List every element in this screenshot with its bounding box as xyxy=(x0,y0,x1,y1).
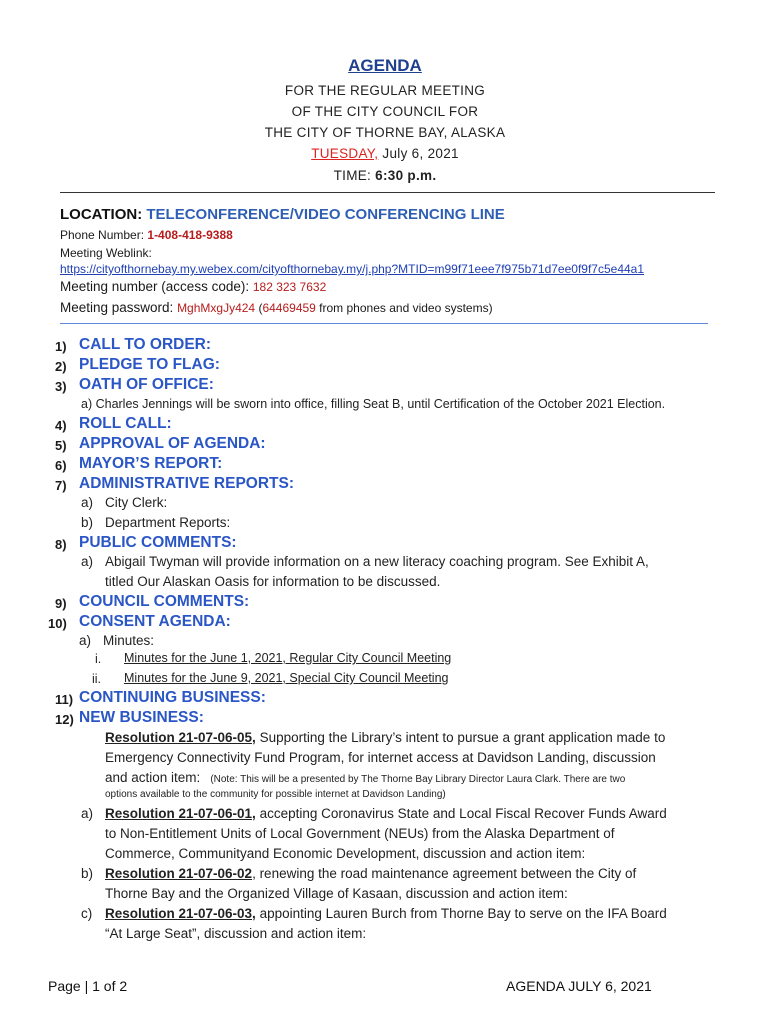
password-value: MghMxgJy424 xyxy=(177,301,256,315)
department-reports-item: Department Reports: xyxy=(105,515,231,530)
minutes-june-9[interactable]: Minutes for the June 9, 2021, Special City Council Meeting xyxy=(124,671,449,685)
resolution-05-note-2: options available to the community for possible internet at Davidson Landing) xyxy=(105,789,446,800)
password-note: from phones and video systems) xyxy=(315,301,493,315)
resolution-05-title: Resolution 21-07-06-05, xyxy=(105,730,256,745)
meeting-time xyxy=(0,168,770,183)
location-line xyxy=(60,206,505,223)
password-numeric: 64469459 xyxy=(262,301,316,315)
resolution-01-line-1: accepting Coronavirus State and Local Fiscal Recover Funds Award xyxy=(255,806,667,821)
resolution-05-line-3: and action item: xyxy=(105,770,201,785)
phone-value: 1-408-418-9388 xyxy=(147,228,233,242)
phone-label: Phone Number: xyxy=(60,228,148,242)
minutes-label: Minutes: xyxy=(103,633,155,648)
access-code-line xyxy=(60,279,326,294)
time-label: TIME: xyxy=(333,168,376,183)
password-label: Meeting password: xyxy=(60,300,178,315)
phone-line xyxy=(60,228,233,242)
resolution-01-line-3: Commerce, Communityand Economic Development, discussion and action item: xyxy=(105,846,586,861)
resolution-05-line-1: Supporting the Library’s intent to pursue a grant application made to xyxy=(255,730,666,745)
resolution-03-title: Resolution 21-07-06-03, xyxy=(105,906,256,921)
item-heading-roll-call: ROLL CALL: xyxy=(79,415,172,432)
item-number-2: 2) xyxy=(55,359,67,374)
item-heading-oath: OATH OF OFFICE: xyxy=(79,376,214,393)
resolution-05-line-3-wrap xyxy=(105,770,625,785)
item-heading-pledge: PLEDGE TO FLAG: xyxy=(79,356,220,373)
resolution-02-line-2: Thorne Bay and the Organized Village of Kasaan, discussion and action item: xyxy=(105,886,568,901)
weblink-url[interactable]: https://cityofthornebay.my.webex.com/cityofthornebay.my/j.php?MTID=m99f71eee7f975b71d7ee0f9f7c5e44a1 xyxy=(60,262,645,276)
location-label: LOCATION: xyxy=(60,206,147,223)
item-heading-call-to-order: CALL TO ORDER: xyxy=(79,336,212,353)
roman-ii: ii. xyxy=(92,672,102,686)
item-heading-council-comments: COUNCIL COMMENTS: xyxy=(79,593,250,610)
sub-label-10a: a) xyxy=(79,633,92,648)
resolution-03-line-2: “At Large Seat”, discussion and action item: xyxy=(105,926,367,941)
item-heading-mayor: MAYOR’S REPORT: xyxy=(79,455,223,472)
meeting-date xyxy=(0,146,770,161)
oath-detail: a) Charles Jennings will be sworn into office, filling Seat B, until Certification of the October 2021 Election. xyxy=(81,397,666,411)
resolution-03 xyxy=(105,906,667,921)
sub-label-7a: a) xyxy=(81,495,94,510)
access-label: Meeting number (access code): xyxy=(60,279,253,294)
item-number-11: 11) xyxy=(55,692,74,707)
page-number: Page | 1 of 2 xyxy=(48,978,128,994)
resolution-05 xyxy=(105,730,665,745)
item-number-6: 6) xyxy=(55,458,67,473)
resolution-02-title: Resolution 21-07-06-02 xyxy=(105,866,253,881)
public-comment-line-2: titled Our Alaskan Oasis for information to be discussed. xyxy=(105,574,441,589)
resolution-01 xyxy=(105,806,667,821)
header-line-1: FOR THE REGULAR MEETING xyxy=(284,83,486,98)
meeting-date-rest: July 6, 2021 xyxy=(378,146,459,161)
item-heading-approval: APPROVAL OF AGENDA: xyxy=(79,435,266,452)
city-clerk-item: City Clerk: xyxy=(105,495,168,510)
item-number-10: 10) xyxy=(48,616,67,631)
sub-label-12a: a) xyxy=(81,806,94,821)
item-number-7: 7) xyxy=(55,478,67,493)
header-divider xyxy=(60,192,715,193)
header-line-3: THE CITY OF THORNE BAY, ALASKA xyxy=(264,125,506,140)
item-number-9: 9) xyxy=(55,596,67,611)
resolution-01-line-2: to Non-Entitlement Units of Local Government (NEUs) from the Alaska Department of xyxy=(105,826,615,841)
item-number-4: 4) xyxy=(55,418,67,433)
item-heading-consent-agenda: CONSENT AGENDA: xyxy=(79,613,231,630)
resolution-05-line-2: Emergency Connectivity Fund Program, for internet access at Davidson Landing, discussion xyxy=(105,750,656,765)
access-value: 182 323 7632 xyxy=(252,280,327,294)
public-comment-line-1: Abigail Twyman will provide information on a new literacy coaching program. See Exhibit A, xyxy=(105,554,649,569)
sub-label-12c: c) xyxy=(81,906,93,921)
item-heading-admin-reports: ADMINISTRATIVE REPORTS: xyxy=(79,475,294,492)
weblink-label: Meeting Weblink: xyxy=(60,246,152,260)
meeting-day: TUESDAY, xyxy=(311,146,379,161)
item-heading-public-comments: PUBLIC COMMENTS: xyxy=(79,534,237,551)
roman-i: i. xyxy=(95,652,102,666)
sub-label-7b: b) xyxy=(81,515,94,530)
item-heading-new-business: NEW BUSINESS: xyxy=(79,709,204,726)
item-number-1: 1) xyxy=(55,339,67,354)
resolution-02 xyxy=(105,866,636,881)
item-number-5: 5) xyxy=(55,438,67,453)
item-number-8: 8) xyxy=(55,537,67,552)
footer-title: AGENDA JULY 6, 2021 xyxy=(506,978,652,994)
item-number-3: 3) xyxy=(55,379,67,394)
location-value: TELECONFERENCE/VIDEO CONFERENCING LINE xyxy=(146,206,505,223)
header-line-2: OF THE CITY COUNCIL FOR xyxy=(291,104,479,119)
sub-label-8a: a) xyxy=(81,554,94,569)
password-paren: ( xyxy=(255,301,263,315)
location-divider xyxy=(60,323,708,324)
sub-label-12b: b) xyxy=(81,866,94,881)
agenda-title: AGENDA xyxy=(348,56,422,75)
password-line xyxy=(60,300,493,315)
resolution-02-line-1: , renewing the road maintenance agreement between the City of xyxy=(252,866,637,881)
time-value: 6:30 p.m. xyxy=(375,168,437,183)
item-number-12: 12) xyxy=(55,712,74,727)
resolution-03-line-1: appointing Lauren Burch from Thorne Bay to serve on the IFA Board xyxy=(255,906,667,921)
item-heading-continuing-business: CONTINUING BUSINESS: xyxy=(79,689,266,706)
resolution-05-note-1: (Note: This will be a presented by The Thorne Bay Library Director Laura Clark. There are two xyxy=(210,774,626,785)
resolution-01-title: Resolution 21-07-06-01, xyxy=(105,806,256,821)
minutes-june-1[interactable]: Minutes for the June 1, 2021, Regular City Council Meeting xyxy=(124,651,452,665)
